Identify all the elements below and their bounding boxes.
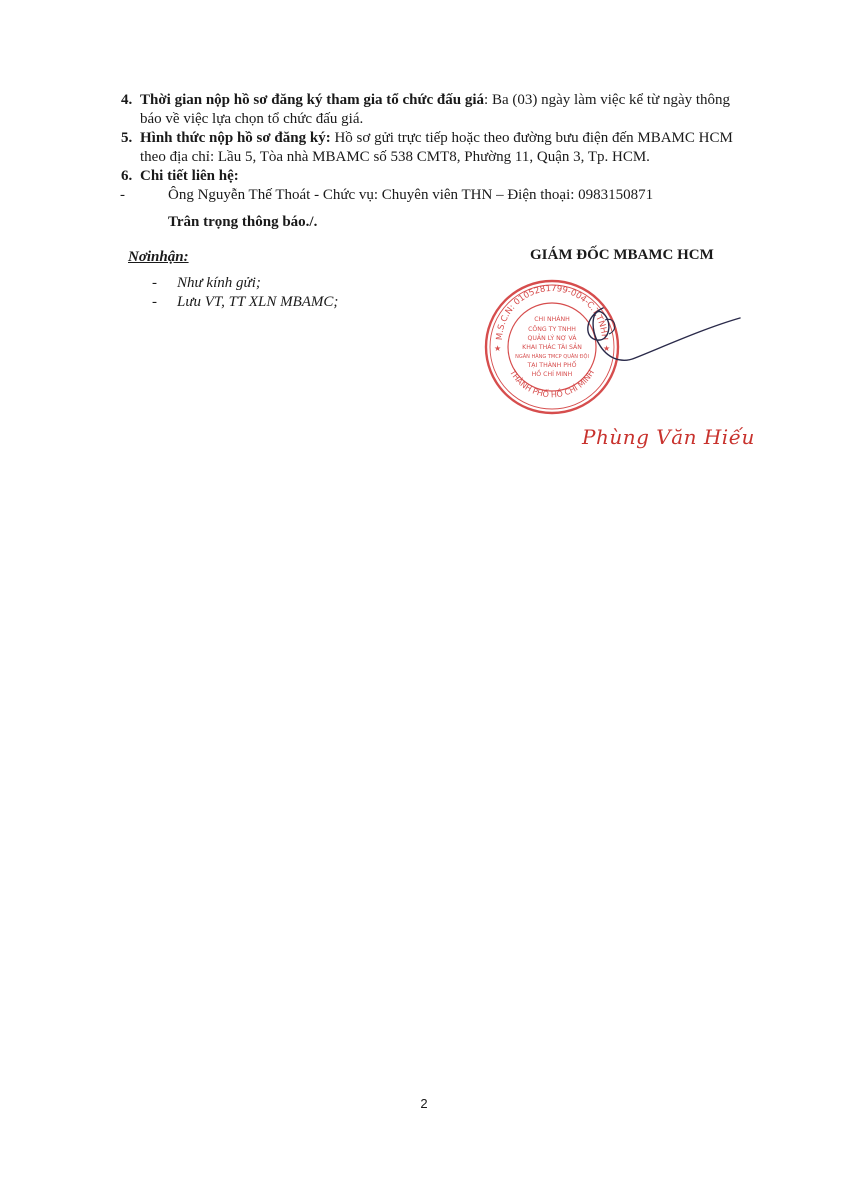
item-5-text-1: Hồ sơ gửi trực tiếp hoặc theo đường bưu điện đến MBAMC HCM [330,130,733,146]
svg-text:M.S.C.N: 0105281799-004-C.T.TN: M.S.C.N: 0105281799-004-C.T.TNHH [494,283,610,341]
signer-title: GIÁM ĐỐC MBAMC HCM [530,247,714,263]
item-6-number: 6. [121,168,133,184]
item-4-number: 4. [121,92,133,108]
signer-name: Phùng Văn Hiếu [582,425,755,449]
svg-text:CHI NHÁNH: CHI NHÁNH [534,316,570,323]
handwritten-signature [575,298,750,383]
svg-text:NGÂN HÀNG TMCP QUÂN ĐỘI: NGÂN HÀNG TMCP QUÂN ĐỘI [515,354,589,360]
item-5-text-2: theo địa chỉ: Lầu 5, Tòa nhà MBAMC số 538 CMT8, Phường 11, Quận 3, Tp. HCM. [140,149,650,165]
item-5-number: 5. [121,130,133,146]
recipients-title: Nơinhận: [128,249,189,265]
item-4-heading: Thời gian nộp hồ sơ đăng ký tham gia tổ chức đấu giá [140,92,485,108]
contact-dash: - [120,187,125,203]
recipient-2-text: Lưu VT, TT XLN MBAMC; [177,294,339,310]
recipient-1-dash: - [152,275,157,291]
item-4-text-2: báo về việc lựa chọn tổ chức đấu giá. [140,111,364,127]
item-6-heading: Chi tiết liên hệ: [140,168,239,184]
recipient-2-dash: - [152,294,157,310]
svg-text:KHAI THÁC TÀI SẢN: KHAI THÁC TÀI SẢN [522,344,582,351]
svg-text:CÔNG TY TNHH: CÔNG TY TNHH [528,326,576,333]
item-5-heading: Hình thức nộp hồ sơ đăng ký: [140,130,331,146]
svg-text:TẠI THÀNH PHỐ: TẠI THÀNH PHỐ [527,362,577,369]
svg-text:HỒ CHÍ MINH: HỒ CHÍ MINH [531,371,573,378]
svg-text:QUẢN LÝ NỢ VÀ: QUẢN LÝ NỢ VÀ [527,335,577,342]
page-number: 2 [420,1096,428,1111]
recipient-1-text: Như kính gửi; [177,275,261,291]
item-4-line-1 [140,90,730,110]
item-5-line-1 [140,128,733,148]
closing-text: Trân trọng thông báo./. [168,214,318,230]
svg-text:★: ★ [494,344,502,353]
contact-text: Ông Nguyễn Thế Thoát - Chức vụ: Chuyên viên THN – Điện thoại: 0983150871 [168,187,654,203]
item-4-text-1: : Ba (03) ngày làm việc kể từ ngày thông [484,92,731,108]
svg-text:THÀNH PHỐ HỒ CHÍ MINH: THÀNH PHỐ HỒ CHÍ MINH [507,368,597,400]
svg-text:★: ★ [603,344,611,353]
